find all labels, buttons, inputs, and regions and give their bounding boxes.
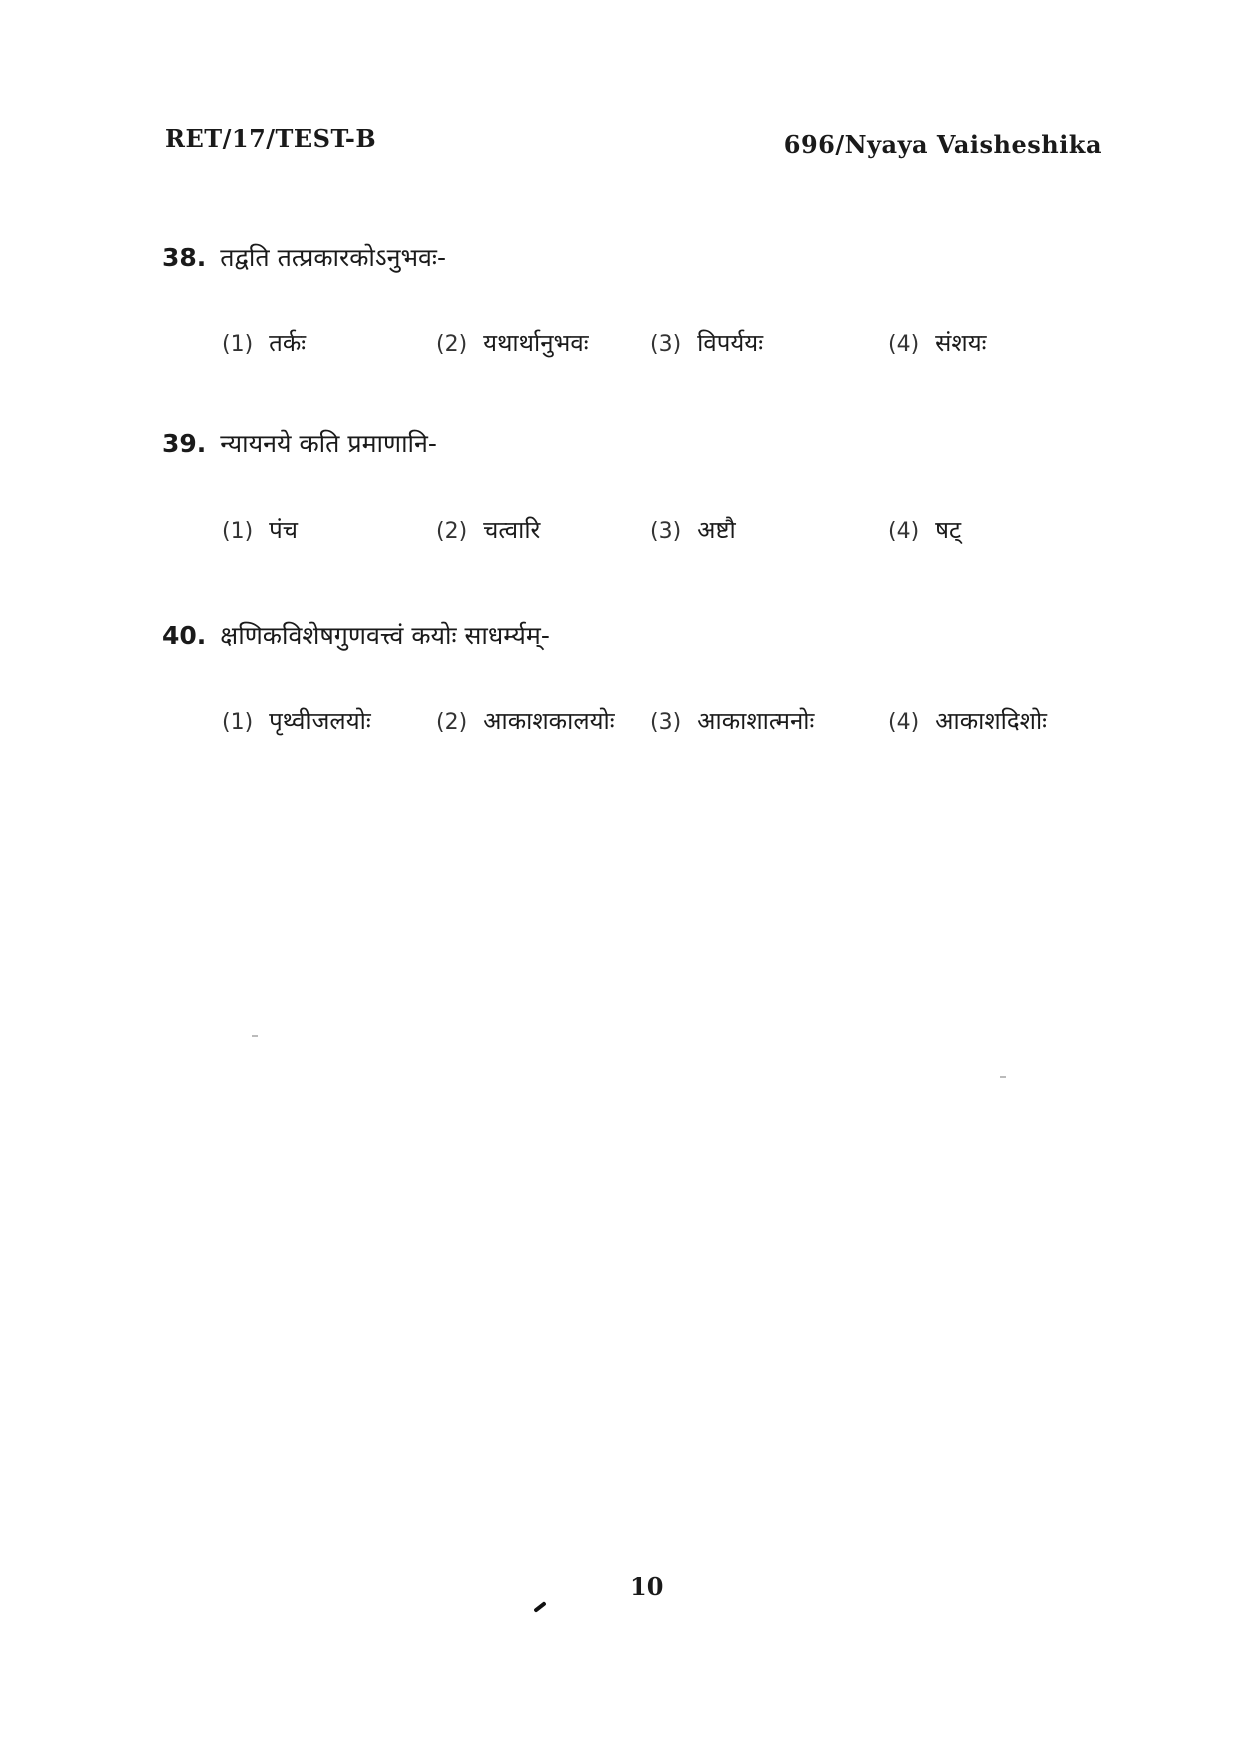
- subject-title: 696/Nyaya Vaisheshika: [783, 130, 1102, 159]
- option-text: तर्कः: [269, 329, 307, 357]
- question-39: [162, 426, 437, 460]
- question-number: 40.: [162, 621, 207, 650]
- question-number: 38.: [162, 243, 207, 272]
- q38-option-4: [888, 326, 986, 359]
- option-number: (2): [436, 710, 468, 735]
- q39-option-2: [436, 513, 540, 546]
- option-text: यथार्थानुभवः: [483, 329, 589, 357]
- q40-option-3: [650, 704, 814, 737]
- option-number: (4): [888, 710, 920, 735]
- test-code: RET/17/TEST-B: [165, 124, 377, 153]
- q39-option-3: [650, 513, 736, 546]
- question-number: 39.: [162, 429, 207, 458]
- option-number: (1): [222, 710, 254, 735]
- question-text: तद्वति तत्प्रकारकोऽनुभवः-: [220, 243, 446, 272]
- option-text: चत्वारि: [483, 516, 541, 544]
- option-number: (4): [888, 519, 920, 544]
- page-number: 10: [630, 1572, 664, 1601]
- q39-option-4: [888, 513, 961, 546]
- option-number: (1): [222, 332, 254, 357]
- q40-option-1: [222, 704, 371, 737]
- q40-option-4: [888, 704, 1047, 737]
- question-38: [162, 240, 446, 274]
- question-text: न्यायनये कति प्रमाणानि-: [220, 429, 437, 458]
- option-text: पंच: [269, 516, 299, 544]
- scan-speck: [252, 1035, 258, 1037]
- q40-option-2: [436, 704, 615, 737]
- option-number: (3): [650, 519, 682, 544]
- q38-option-1: [222, 326, 306, 359]
- option-number: (2): [436, 519, 468, 544]
- option-number: (3): [650, 332, 682, 357]
- option-text: अष्टौ: [697, 516, 736, 544]
- option-text: षट्: [935, 516, 962, 544]
- q39-option-1: [222, 513, 298, 546]
- question-text: क्षणिकविशेषगुणवत्त्वं कयोः साधर्म्यम्-: [220, 621, 550, 650]
- option-text: आकाशकालयोः: [483, 707, 615, 735]
- option-number: (3): [650, 710, 682, 735]
- option-text: आकाशात्मनोः: [697, 707, 815, 735]
- option-text: विपर्ययः: [697, 329, 764, 357]
- option-text: संशयः: [935, 329, 987, 357]
- option-number: (1): [222, 519, 254, 544]
- scan-speck: [1000, 1076, 1006, 1078]
- q38-option-2: [436, 326, 589, 359]
- option-text: आकाशदिशोः: [935, 707, 1048, 735]
- q38-option-3: [650, 326, 763, 359]
- option-text: पृथ्वीजलयोः: [269, 707, 371, 735]
- option-number: (2): [436, 332, 468, 357]
- option-number: (4): [888, 332, 920, 357]
- question-40: [162, 618, 550, 652]
- pen-mark: [533, 1601, 546, 1613]
